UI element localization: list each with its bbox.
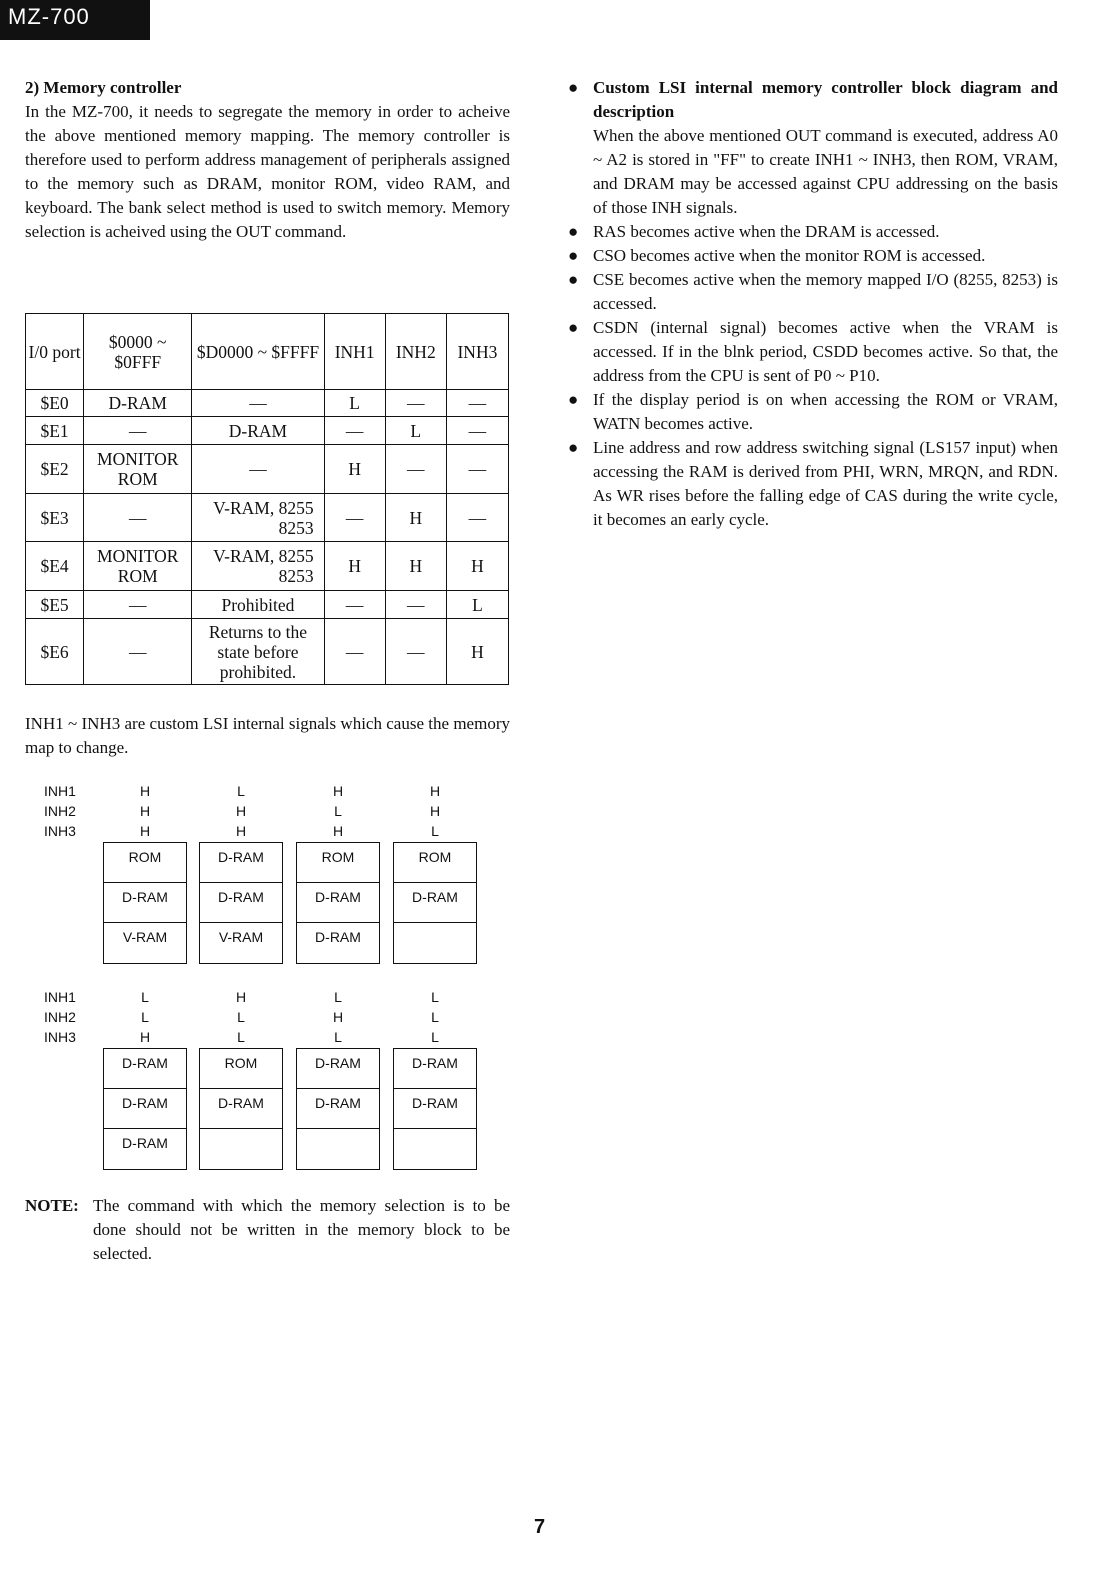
intro-paragraph: In the MZ-700, it needs to segregate the memory in order to acheive the above mentioned memory mapping. The memory controller is therefore used to perform address management of peripherals assigned to the memory such as DRAM, monitor ROM, video RAM, and keyboard. The bank select method is used to switch memory. Memory selection is acheived using the OUT command.: [25, 102, 510, 241]
memory-map-column: ROM D-RAM V-RAM: [103, 842, 187, 964]
bullet-icon: ●: [568, 78, 579, 97]
table-row: $E4 MONITOR ROM V-RAM, 8255 8253 H H H: [26, 542, 509, 591]
list-item: ● CSO becomes active when the monitor ROM is accessed.: [568, 244, 1058, 268]
signal-column: L H H: [235, 783, 247, 839]
memory-map-group-1: [44, 781, 494, 971]
list-item: ● RAS becomes active when the DRAM is accessed.: [568, 220, 1058, 244]
signal-column: L H L: [332, 989, 344, 1045]
lsi-bullet-list: [568, 76, 1058, 532]
memory-map-column: ROM D-RAM: [199, 1048, 283, 1170]
signal-labels: INH1 INH2 INH3: [44, 783, 76, 839]
section-title: 2) Memory controller: [25, 78, 182, 97]
header-io-port: I/0 port: [26, 314, 84, 390]
memory-map-group-2: [44, 987, 494, 1177]
page-number: 7: [534, 1516, 546, 1538]
list-item: ● CSE becomes active when the memory mapped I/O (8255, 8253) is accessed.: [568, 270, 1058, 313]
bullet-icon: ●: [568, 222, 579, 241]
table-row: $E5 — Prohibited — — L: [26, 591, 509, 619]
signal-labels: INH1 INH2 INH3: [44, 989, 76, 1045]
io-port-memory-table: [25, 313, 509, 685]
header-inh3: INH3: [446, 314, 508, 390]
bullet-icon: ●: [568, 270, 579, 289]
table-row: $E3 — V-RAM, 8255 8253 — H —: [26, 494, 509, 542]
list-item: [568, 76, 1058, 220]
table-row: $E0 D-RAM — L — —: [26, 390, 509, 417]
table-row: $E2 MONITOR ROM — H — —: [26, 445, 509, 494]
signal-column: H H L: [429, 783, 441, 839]
memory-map-column: D-RAM D-RAM D-RAM: [103, 1048, 187, 1170]
bullet-icon: ●: [568, 246, 579, 265]
memory-map-column: D-RAM D-RAM V-RAM: [199, 842, 283, 964]
bullet-icon: ●: [568, 390, 579, 409]
note-label: NOTE:: [25, 1196, 79, 1215]
note-text: The command with which the memory selection is to be done should not be written in the memory block to be selected.: [93, 1196, 510, 1263]
list-item: ● CSDN (internal signal) becomes active when the VRAM is accessed. If in the blnk period, CSDD becomes active. So that, the address from the CPU is sent of P0 ~ P10.: [568, 318, 1058, 385]
signal-column: L L H: [139, 989, 151, 1045]
lsi-description: When the above mentioned OUT command is executed, address A0 ~ A2 is stored in "FF" to create INH1 ~ INH3, then ROM, VRAM, and DRAM may be accessed against CPU addressing on the basis of those INH signals.: [593, 126, 1058, 217]
signal-column: L L L: [431, 989, 439, 1045]
signal-column: H L L: [235, 989, 247, 1045]
note-block: [25, 1194, 510, 1266]
memory-map-column: D-RAM D-RAM: [296, 1048, 380, 1170]
signal-column: H H H: [139, 783, 151, 839]
lsi-title: Custom LSI internal memory controller block diagram and description: [593, 78, 1058, 121]
signal-column: H L H: [332, 783, 344, 839]
header-inh2: INH2: [385, 314, 446, 390]
bullet-icon: ●: [568, 438, 579, 457]
table-row: $E1 — D-RAM — L —: [26, 417, 509, 445]
header-high-range: $D0000 ~ $FFFF: [192, 314, 324, 390]
header-inh1: INH1: [324, 314, 385, 390]
bullet-icon: ●: [568, 318, 579, 337]
memory-map-column: D-RAM D-RAM: [393, 1048, 477, 1170]
list-item: ● If the display period is on when accessing the ROM or VRAM, WATN becomes active.: [568, 390, 1058, 433]
memory-map-column: ROM D-RAM D-RAM: [296, 842, 380, 964]
model-header: MZ-700: [0, 0, 150, 40]
list-item: ● Line address and row address switching signal (LS157 input) when accessing the RAM is derived from PHI, WRN, MRQN, and RDN. As WR rises before the falling edge of CAS during the write cycle, it becomes an early cycle.: [568, 438, 1058, 529]
custom-lsi-section: [568, 76, 1058, 532]
memory-map-column: ROM D-RAM: [393, 842, 477, 964]
header-low-range: $0000 ~ $0FFF: [84, 314, 192, 390]
table-row: $E6 — Returns to the state before prohibited. — — H: [26, 619, 509, 685]
inh-caption: INH1 ~ INH3 are custom LSI internal signals which cause the memory map to change.: [25, 714, 510, 757]
memory-controller-section: [25, 76, 510, 244]
